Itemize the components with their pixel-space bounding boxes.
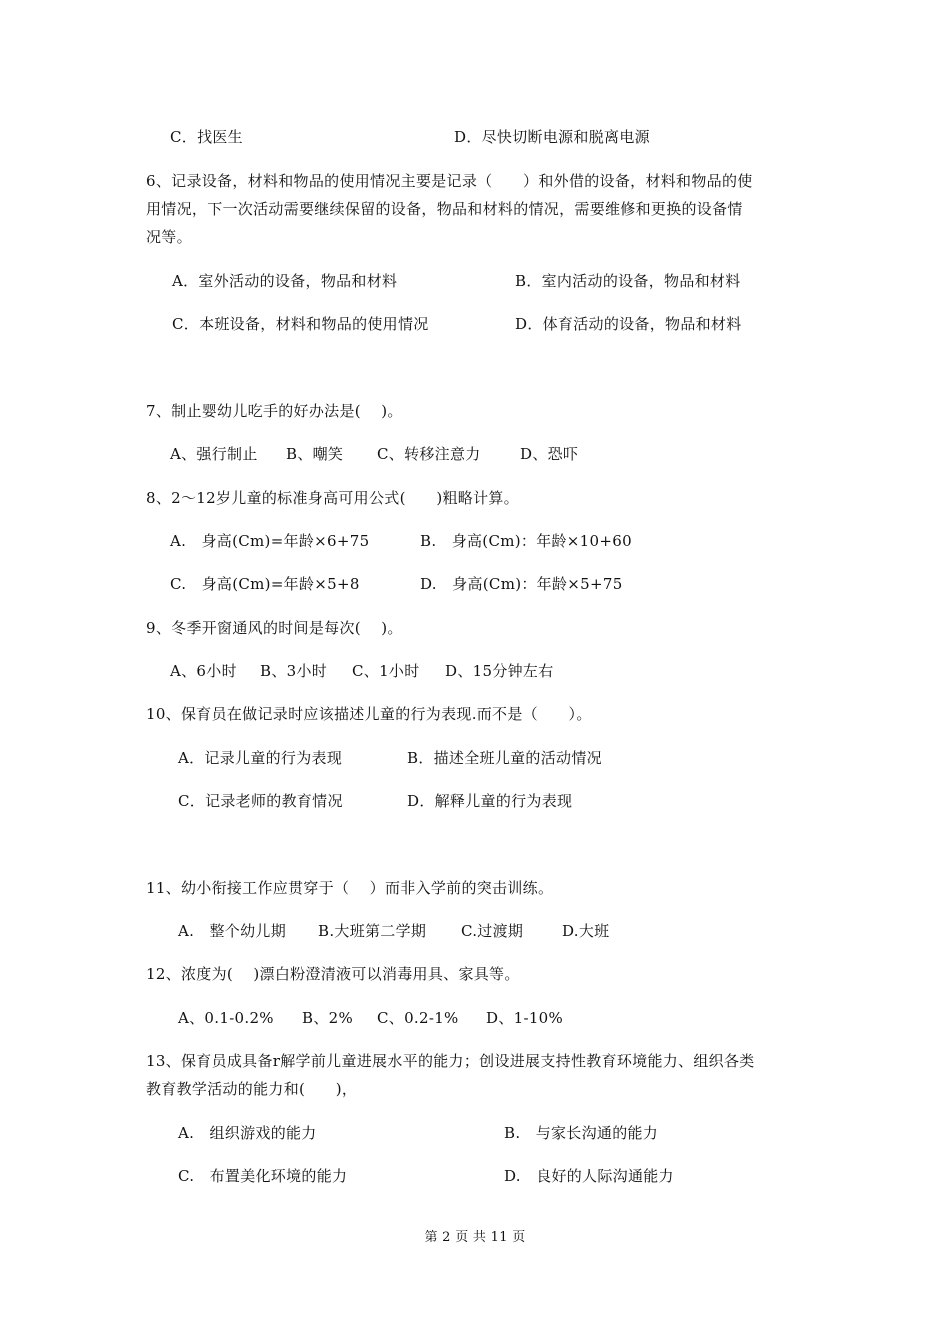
- q11-option-d: D.大班: [562, 922, 610, 940]
- q9-option-b: B、3小时: [260, 662, 328, 680]
- q12-option-b: B、2%: [302, 1009, 354, 1027]
- q8-stem: 8、2～12岁儿童的标准身高可用公式( )粗略计算。: [146, 489, 519, 507]
- q5-option-d: D．尽快切断电源和脱离电源: [454, 128, 650, 146]
- q13-option-b: B. 与家长沟通的能力: [504, 1124, 659, 1142]
- q8-option-a: A. 身高(Cm)=年龄×6+75: [170, 532, 370, 550]
- q11-option-b: B.大班第二学期: [318, 922, 427, 940]
- q13-stem-line-1: 13、保育员成具备r解学前儿童进展水平的能力；创设进展支持性教育环境能力、组织各类: [146, 1052, 755, 1070]
- q7-option-d: D、恐吓: [520, 445, 579, 463]
- q8-option-c: C. 身高(Cm)=年龄×5+8: [170, 575, 360, 593]
- q10-option-b: B．描述全班儿童的活动情况: [407, 749, 602, 767]
- q9-stem: 9、冬季开窗通风的时间是每次( )。: [146, 619, 403, 637]
- q6-stem-line-2: 用情况，下一次活动需要继续保留的设备，物品和材料的情况，需要维修和更换的设备情: [146, 200, 743, 218]
- q12-option-c: C、0.2-1%: [377, 1009, 459, 1027]
- q12-option-d: D、1-10%: [486, 1009, 564, 1027]
- q7-stem: 7、制止婴幼儿吃手的好办法是( )。: [146, 402, 403, 420]
- q9-option-c: C、1小时: [352, 662, 420, 680]
- q10-stem: 10、保育员在做记录时应该描述儿童的行为表现.而不是（ ）。: [146, 705, 592, 723]
- q11-option-c: C.过渡期: [461, 922, 524, 940]
- q12-option-a: A、0.1-0.2%: [178, 1009, 274, 1027]
- q8-option-d: D. 身高(Cm)：年龄×5+75: [420, 575, 623, 593]
- q8-option-b: B. 身高(Cm)：年龄×10+60: [420, 532, 632, 550]
- q11-stem: 11、幼小衔接工作应贯穿于（ ）而非入学前的突击训练。: [146, 879, 554, 897]
- q7-option-a: A、强行制止: [170, 445, 258, 463]
- q12-stem: 12、浓度为( )漂白粉澄清液可以消毒用具、家具等。: [146, 965, 520, 983]
- q10-option-a: A．记录儿童的行为表现: [178, 749, 343, 767]
- q9-option-a: A、6小时: [170, 662, 237, 680]
- q6-option-a: A．室外活动的设备，物品和材料: [172, 272, 398, 290]
- q7-option-c: C、转移注意力: [377, 445, 481, 463]
- q13-stem-line-2: 教育教学活动的能力和( )，: [146, 1080, 358, 1098]
- q5-option-c: C．找医生: [170, 128, 243, 146]
- q6-option-d: D．体育活动的设备，物品和材料: [515, 315, 742, 333]
- q11-option-a: A. 整个幼儿期: [178, 922, 287, 940]
- q6-stem-line-1: 6、记录设备，材料和物品的使用情况主要是记录（ ）和外借的设备，材料和物品的使: [146, 172, 753, 190]
- q9-option-d: D、15分钟左右: [445, 662, 554, 680]
- page-number-footer: 第 2 页 共 11 页: [424, 1230, 526, 1245]
- q13-option-a: A. 组织游戏的能力: [178, 1124, 317, 1142]
- q7-option-b: B、嘲笑: [286, 445, 344, 463]
- q6-option-c: C．本班设备，材料和物品的使用情况: [172, 315, 429, 333]
- q13-option-d: D. 良好的人际沟通能力: [504, 1167, 674, 1185]
- q10-option-c: C．记录老师的教育情况: [178, 792, 343, 810]
- q13-option-c: C. 布置美化环境的能力: [178, 1167, 348, 1185]
- q10-option-d: D．解释儿童的行为表现: [407, 792, 573, 810]
- q6-stem-line-3: 况等。: [146, 228, 192, 246]
- q6-option-b: B．室内活动的设备，物品和材料: [515, 272, 741, 290]
